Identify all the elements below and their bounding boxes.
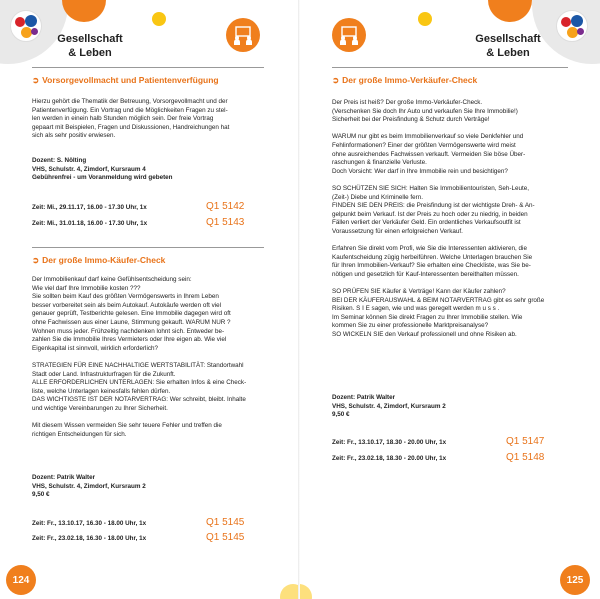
page-number: 125 <box>560 565 590 595</box>
text-line: SO SCHÜTZEN SIE SICH: Halten Sie Immobilientouristen, Seh-Leute, <box>332 184 530 192</box>
text-line: WARUM nur gibt es beim Immobilienverkauf so viele Denkfehler und <box>332 133 524 141</box>
divider <box>332 67 568 68</box>
paragraph-gap <box>332 176 572 185</box>
course-code: Q1 5145 <box>206 517 245 528</box>
info-vorsorge <box>32 157 268 183</box>
text-line: Kaufentscheidung zügig herbeiführen. Welche Unterlagen brauchen Sie <box>332 253 533 261</box>
text-line: liste, welche Unterlagen keinesfalls fehlen dürfen. <box>32 387 171 395</box>
text-line: Dozent: Patrik Walter <box>332 394 396 401</box>
text-line: Wie viel darf Ihre Immobilie kosten ??? <box>32 284 141 292</box>
text-line: Sicherheit bei der Preisfindung & Schutz durch Verträge! <box>332 116 490 124</box>
page-number: 124 <box>6 565 36 595</box>
text-line: Eigenkapital ist sinnvoll, wirklich erforderlich? <box>32 344 158 352</box>
text-line: Patientenverfügung. Ein Vortrag und die Möglichkeiten Fragen zu stel- <box>32 106 228 114</box>
text-line: BEI DER KÄUFERAUSWAHL & BEIM NOTARVERTRAG gibt es sehr große <box>332 296 545 304</box>
yellow-dot-decoration <box>300 584 312 599</box>
section-title: Gesellschaft & Leben <box>57 33 123 59</box>
date-row: Zeit: Mi., 31.01.18, 16.00 - 17.30 Uhr, 1x <box>32 220 148 227</box>
course-code: Q1 5145 <box>206 532 245 543</box>
text-line: gepaart mit Beispielen, Fragen und Diskussionen, Handreichungen hat <box>32 123 230 131</box>
text-line: Der Preis ist heiß? Der große Immo-Verkäufer-Check. <box>332 99 483 106</box>
vhs-logo-icon <box>556 10 588 42</box>
yellow-dot-decoration <box>418 12 432 26</box>
section-title: Gesellschaft & Leben <box>475 33 541 59</box>
text-line: besser vorbereitet sein als beim Autokauf. Autokäufe werden oft viel <box>32 301 222 309</box>
text-line: ALLE ERFORDERLICHEN UNTERLAGEN: Sie erhalten Infos & eine Check- <box>32 379 247 387</box>
text-line: Fällen verliert der Verkäufer Geld. Ein ordentliches Verkaufsoutfit ist <box>332 219 521 227</box>
date-row: Zeit: Fr., 13.10.17, 16.30 - 18.00 Uhr, 1x <box>32 520 147 527</box>
date-row: Zeit: Fr., 13.10.17, 18.30 - 20.00 Uhr, 1x <box>332 439 447 446</box>
paragraph-gap <box>332 279 572 288</box>
text-line: len werden in einein halb Stunden möglich sein. Der freie Vortrag <box>32 115 214 123</box>
text-line: VHS, Schulstr. 4, Zimdorf, Kursraum 2 <box>332 402 446 410</box>
text-line: SO WICKELN SIE den Verkauf professionell und ohne Risiken ab. <box>332 331 517 339</box>
text-line: VHS, Schulstr. 4, Zimdorf, Kursraum 4 <box>32 165 146 173</box>
course-code: Q1 5142 <box>206 201 245 212</box>
text-line: Erfahren Sie direkt vom Profi, wie Sie die Interessenten aktivieren, die <box>332 245 527 253</box>
text-line: Hierzu gehört die Thematik der Betreuung, Vorsorgevollmacht und der <box>32 98 228 105</box>
body-kaeufer-check <box>32 276 268 439</box>
text-line: Mit diesem Wissen vermeiden Sie sehr teuere Fehler und treffen die <box>32 422 222 430</box>
text-line: raschungen & finanzielle Verluste. <box>332 159 427 167</box>
text-line: Im Seminar können Sie direkt Fragen zu Ihrer Immobilie stellen. Wie <box>332 313 523 321</box>
text-line: Doch Vorsicht: Wer darf in Ihre Immobilie rein und besichtigen? <box>332 167 508 175</box>
right-page <box>300 0 600 599</box>
text-line: genauer geprüft, Testberichte gelesen. Eine Immobilie dagegen wird oft <box>32 310 231 318</box>
course-code: Q1 5143 <box>206 217 245 228</box>
text-line: Wohnen muss jeder. Frühzeitig nachdenken lohnt sich. Entweder be- <box>32 327 225 335</box>
text-line: Dozent: S. Nölting <box>32 157 87 164</box>
info-kaeufer-check <box>32 474 268 500</box>
text-line: Der Immobilienkauf darf keine Gefühlsentscheidung sein: <box>32 276 192 283</box>
body-vorsorge <box>32 98 268 141</box>
people-meeting-icon <box>226 18 260 52</box>
text-line: Fehlinformationen? Einer der größten Vermögenswerte wird meist <box>332 141 516 149</box>
date-row: Zeit: Fr., 23.02.18, 18.30 - 20.00 Uhr, 1x <box>332 455 447 462</box>
text-line: ohne ausreichendes Fachwissen verkauft. Vermeiden Sie böse Über- <box>332 150 526 158</box>
text-line: Dozent: Patrik Walter <box>32 474 96 481</box>
vhs-logo-icon <box>10 10 42 42</box>
text-line: sich als sehr positiv erwiesen. <box>32 132 116 140</box>
date-row: Zeit: Fr., 23.02.18, 16.30 - 18.00 Uhr, 1x <box>32 535 147 542</box>
paragraph-gap <box>32 353 268 362</box>
text-line: zahlen Sie die Immobilie Ihres Vermieters oder Ihre eigen ab. Wie viel <box>32 336 227 344</box>
text-line: STRATEGIEN FÜR EINE NACHHALTIGE WERTSTABILITÄT: Standortwahl <box>32 361 244 369</box>
divider <box>32 67 264 68</box>
divider <box>32 247 264 248</box>
text-line: SO PRÜFEN SIE Käufer & Verträge! Kann der Käufer zahlen? <box>332 288 506 296</box>
people-meeting-icon <box>332 18 366 52</box>
yellow-dot-decoration <box>152 12 166 26</box>
text-line: 9,50 € <box>332 411 350 419</box>
text-line: Risiken. S I E sagen, wie und was geregelt werden m u s s . <box>332 305 500 313</box>
text-line: Stadt oder Land. Infrastrukturfragen für die Zukunft. <box>32 370 176 378</box>
text-line: Voraussetzung für einen erfolgreichen Verkauf. <box>332 227 463 235</box>
course-code: Q1 5148 <box>506 452 545 463</box>
text-line: und wichtige Vereinbarungen zu Ihrer Sicherheit. <box>32 404 168 412</box>
paragraph-gap <box>332 237 572 246</box>
text-line: (Verschenken Sie doch Ihr Auto und verkaufen Sie Ihre Immobilie!) <box>332 107 518 115</box>
arrow-icon: ➲ <box>332 75 340 85</box>
text-line: für Ihren Immobilien-Verkauf? Sie erhalten eine Checkliste, was Sie be- <box>332 262 531 270</box>
info-verkaeufer-check <box>332 394 572 420</box>
text-line: kommen Sie zu einer professionelle Marktpreisanalyse? <box>332 322 489 330</box>
text-line: richtigen Entscheidungen für sich. <box>32 430 127 438</box>
yellow-dot-decoration <box>280 584 300 599</box>
date-row: Zeit: Mi., 29.11.17, 16.00 - 17.30 Uhr, 1x <box>32 204 147 211</box>
heading-verkaeufer-check: ➲ Der große Immo-Verkäufer-Check <box>332 75 478 85</box>
orange-dot-decoration <box>62 0 106 22</box>
text-line: DAS WICHTIGSTE IST DER NOTARVERTRAG: Wer schreibt, bleibt. Inhalte <box>32 396 246 404</box>
text-line: (Zeit-) Diebe und Kriminelle fern. <box>332 193 423 201</box>
body-verkaeufer-check <box>332 99 572 340</box>
text-line: nötigen und gesetzlich für Kauf-Interessenten bereithalten müssen. <box>332 270 519 278</box>
heading-vorsorge: ➲ Vorsorgevollmacht und Patientenverfügung <box>32 75 219 85</box>
text-line: VHS, Schulstr. 4, Zimdorf, Kursraum 2 <box>32 482 146 490</box>
arrow-icon: ➲ <box>32 75 40 85</box>
orange-dot-decoration <box>488 0 532 22</box>
text-line: Gebührenfrei - um Voranmeldung wird gebeten <box>32 174 173 182</box>
text-line: Sie sollten beim Kauf des größten Vermögenswerts in Ihrem Leben <box>32 293 219 301</box>
arrow-icon: ➲ <box>32 255 40 265</box>
text-line: ohne Fachwissen aus einer Laune, Stimmung gekauft. WARUM NUR ? <box>32 318 231 326</box>
text-line: 9,50 € <box>32 491 50 499</box>
paragraph-gap <box>332 125 572 134</box>
text-line: gelpunkt beim Verkauf. Ist der Preis zu hoch oder zu niedrig, in beiden <box>332 210 528 218</box>
course-code: Q1 5147 <box>506 436 545 447</box>
paragraph-gap <box>32 414 268 423</box>
text-line: FINDEN SIE DEN PREIS: die Preisfindung ist der wichtigste Dreh- & An- <box>332 202 535 210</box>
heading-kaeufer-check: ➲ Der große Immo-Käufer-Check <box>32 255 166 265</box>
